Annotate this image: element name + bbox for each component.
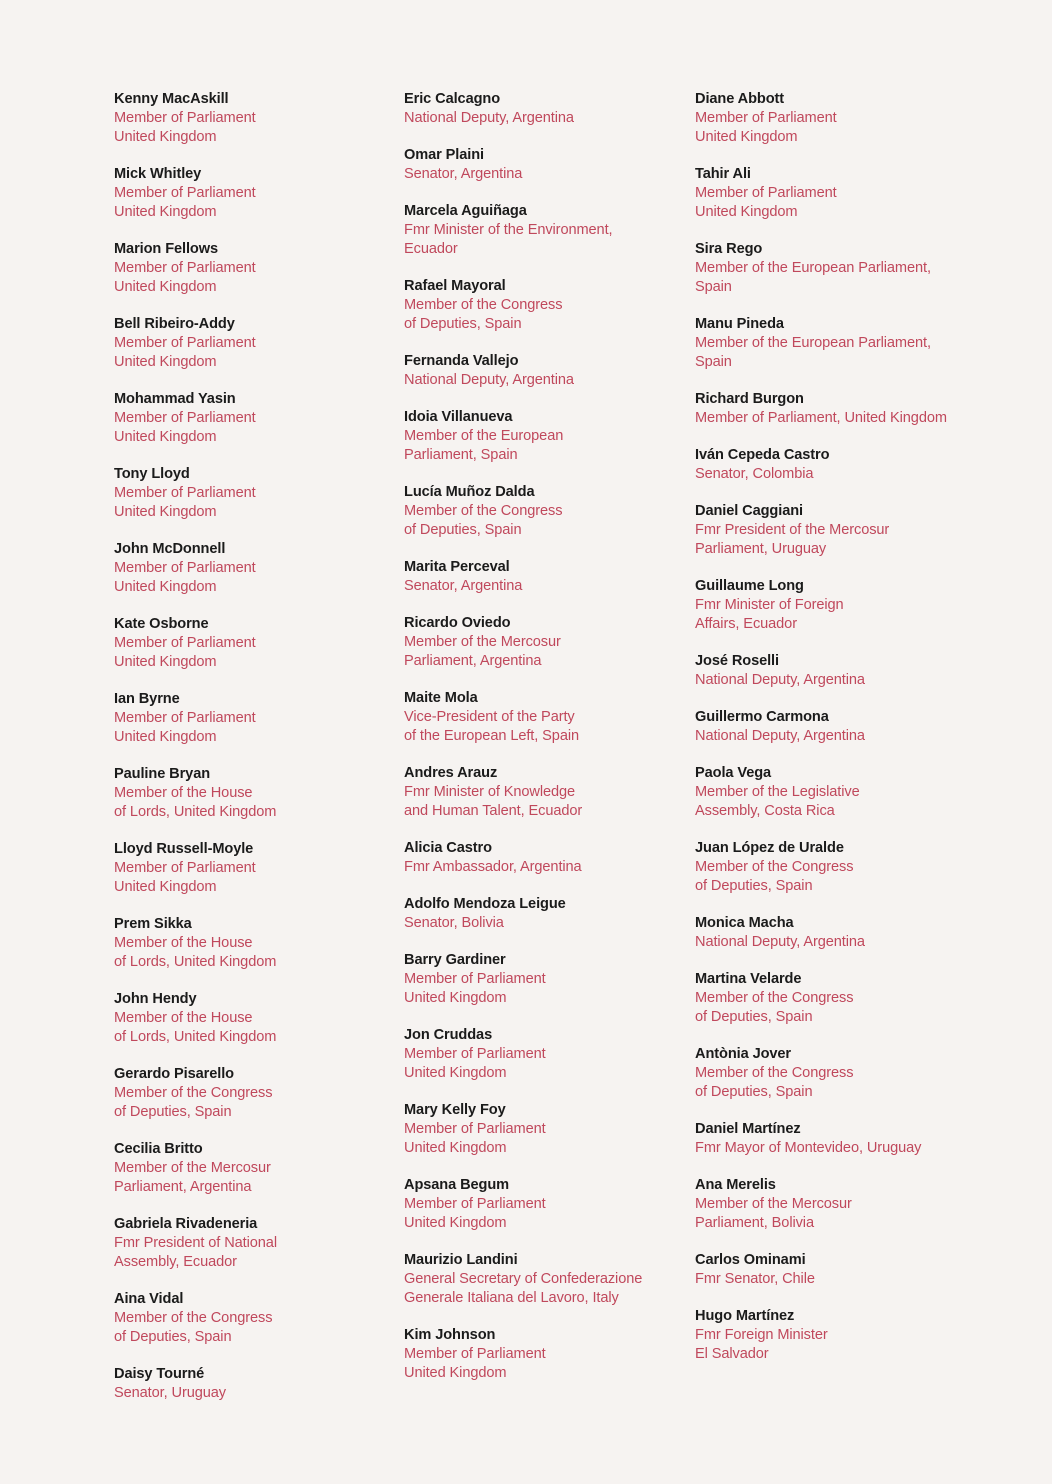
signatory-name: John McDonnell <box>114 541 226 557</box>
signatory-role-line: Member of Parliament <box>114 260 256 276</box>
signatory-name: Richard Burgon <box>695 391 804 407</box>
signatory-name: Marion Fellows <box>114 241 219 257</box>
signatory-role-line: United Kingdom <box>404 1065 507 1081</box>
signatory-role-line: United Kingdom <box>404 990 507 1006</box>
signatory-role-line: Senator, Colombia <box>695 466 814 482</box>
signatory-entry <box>404 1251 684 1308</box>
signatory-role-line: Vice-President of the Party <box>404 709 575 725</box>
signatory-entry <box>695 708 995 746</box>
signatory-role-line: of Deputies, Spain <box>695 1084 813 1100</box>
signatory-name: Kim Johnson <box>404 1327 496 1343</box>
signatory-role-line: United Kingdom <box>114 279 217 295</box>
signatory-name: Antònia Jover <box>695 1046 792 1062</box>
signatory-entry <box>695 390 995 428</box>
signatory-entry <box>114 990 384 1047</box>
signatory-name: Martina Velarde <box>695 971 802 987</box>
signatory-name: Gerardo Pisarello <box>114 1066 234 1082</box>
signatory-entry <box>695 240 995 297</box>
signatory-entry <box>114 240 384 297</box>
signatory-name: Jon Cruddas <box>404 1027 493 1043</box>
signatory-role-line: Assembly, Costa Rica <box>695 803 835 819</box>
signatory-role-line: Parliament, Uruguay <box>695 541 827 557</box>
signatory-name: Daniel Caggiani <box>695 503 803 519</box>
signatory-name: Marita Perceval <box>404 559 510 575</box>
signatory-entry <box>695 446 995 484</box>
signatory-entry <box>114 465 384 522</box>
signatory-role-line: Member of the European Parliament, <box>695 260 931 276</box>
signatory-entry <box>404 146 684 184</box>
signatory-role-line: United Kingdom <box>404 1215 507 1231</box>
signatory-entry <box>695 764 995 821</box>
signatory-role-line: Fmr Foreign Minister <box>695 1327 828 1343</box>
signatory-name: Sira Rego <box>695 241 763 257</box>
signatory-role-line: Member of Parliament <box>114 560 256 576</box>
signatory-name: Daniel Martínez <box>695 1121 801 1137</box>
signatory-role-line: of Deputies, Spain <box>404 316 522 332</box>
signatory-name: Andres Arauz <box>404 765 498 781</box>
signatory-name: Guillermo Carmona <box>695 709 829 725</box>
signatory-role-line: United Kingdom <box>114 729 217 745</box>
signatory-role-line: Member of Parliament <box>114 860 256 876</box>
signatory-entry <box>114 840 384 897</box>
signatory-role-line: of Lords, United Kingdom <box>114 804 277 820</box>
signatory-name: Ian Byrne <box>114 691 180 707</box>
signatory-role-line: Fmr Senator, Chile <box>695 1271 815 1287</box>
signatory-role-line: Senator, Bolivia <box>404 915 504 931</box>
signatory-role-line: Generale Italiana del Lavoro, Italy <box>404 1290 619 1306</box>
signatory-entry <box>695 652 995 690</box>
signatory-role-line: Member of Parliament <box>114 635 256 651</box>
signatory-entry <box>114 915 384 972</box>
signatory-role-line: Member of the House <box>114 785 253 801</box>
signatory-role-line: Member of the Legislative <box>695 784 860 800</box>
signatory-entry <box>695 970 995 1027</box>
signatory-role-line: Parliament, Bolivia <box>695 1215 814 1231</box>
signatory-role-line: Member of the Congress <box>695 1065 854 1081</box>
signatory-name: Ana Merelis <box>695 1177 776 1193</box>
signatory-role-line: of Lords, United Kingdom <box>114 954 277 970</box>
signatory-name: Kenny MacAskill <box>114 91 229 107</box>
signatory-entry <box>404 1176 684 1233</box>
signatory-role-line: Member of the Congress <box>695 859 854 875</box>
signatory-role-line: Ecuador <box>404 241 458 257</box>
signatory-role-line: Member of Parliament <box>114 710 256 726</box>
signatory-name: Maurizio Landini <box>404 1252 518 1268</box>
signatory-name: Tony Lloyd <box>114 466 190 482</box>
signatory-name: Aina Vidal <box>114 1291 184 1307</box>
signatory-role-line: Affairs, Ecuador <box>695 616 797 632</box>
signatory-entry <box>114 90 384 147</box>
signatory-entry <box>695 1307 995 1364</box>
signatory-entry <box>404 951 684 1008</box>
signatory-role-line: Member of Parliament <box>114 485 256 501</box>
signatory-name: Apsana Begum <box>404 1177 510 1193</box>
signatory-entry <box>114 1140 384 1197</box>
signatory-entry <box>695 165 995 222</box>
signatory-role-line: Member of Parliament <box>695 185 837 201</box>
signatory-role-line: United Kingdom <box>114 879 217 895</box>
signatory-role-line: Spain <box>695 279 732 295</box>
signatory-entry <box>404 558 684 596</box>
signatory-entry <box>404 1026 684 1083</box>
signatory-role-line: of Deputies, Spain <box>695 878 813 894</box>
signatory-role-line: Member of Parliament <box>114 335 256 351</box>
signatory-role-line: Senator, Uruguay <box>114 1385 226 1401</box>
signatory-role-line: Member of Parliament <box>404 1346 546 1362</box>
signatory-role-line: United Kingdom <box>114 129 217 145</box>
signatory-role-line: of Deputies, Spain <box>114 1329 232 1345</box>
signatory-entry <box>695 1120 995 1158</box>
signatory-name: Cecilia Britto <box>114 1141 203 1157</box>
signatory-role-line: United Kingdom <box>695 204 798 220</box>
signatory-role-line: Member of the European Parliament, <box>695 335 931 351</box>
signatory-role-line: Member of Parliament <box>404 1046 546 1062</box>
signatory-entry <box>695 914 995 952</box>
signatory-role-line: National Deputy, Argentina <box>404 372 574 388</box>
signatory-entry <box>114 1215 384 1272</box>
signatory-role-line: Member of Parliament <box>404 1196 546 1212</box>
signatory-entry <box>404 483 684 540</box>
signatory-role-line: Member of the Congress <box>695 990 854 1006</box>
signatory-name: Pauline Bryan <box>114 766 211 782</box>
signatory-role-line: Member of the Congress <box>114 1085 273 1101</box>
signatory-role-line: United Kingdom <box>695 129 798 145</box>
signatory-role-line: Parliament, Argentina <box>404 653 542 669</box>
signatory-name: Lucía Muñoz Dalda <box>404 484 535 500</box>
signatory-entry <box>695 502 995 559</box>
signatory-role-line: United Kingdom <box>404 1365 507 1381</box>
signatory-name: Mick Whitley <box>114 166 202 182</box>
signatory-entry <box>114 1290 384 1347</box>
signatory-entry <box>404 895 684 933</box>
signatory-role-line: of Deputies, Spain <box>695 1009 813 1025</box>
signatory-name: Monica Macha <box>695 915 794 931</box>
signatory-role-line: Assembly, Ecuador <box>114 1254 237 1270</box>
signatory-role-line: Fmr Minister of Knowledge <box>404 784 576 800</box>
signatory-entry <box>404 408 684 465</box>
signatory-name: Ricardo Oviedo <box>404 615 511 631</box>
signatory-name: Tahir Ali <box>695 166 751 182</box>
signatory-role-line: National Deputy, Argentina <box>695 672 865 688</box>
signatory-role-line: and Human Talent, Ecuador <box>404 803 583 819</box>
signatory-name: Marcela Aguiñaga <box>404 203 527 219</box>
signatory-name: Bell Ribeiro-Addy <box>114 316 235 332</box>
signatory-role-line: Member of the Congress <box>404 503 563 519</box>
signatory-role-line: Senator, Argentina <box>404 166 523 182</box>
signatory-name: Guillaume Long <box>695 578 804 594</box>
signatory-role-line: Spain <box>695 354 732 370</box>
signatory-role-line: General Secretary of Confederazione <box>404 1271 643 1287</box>
signatory-role-line: of Deputies, Spain <box>114 1104 232 1120</box>
signatory-name: Gabriela Rivadeneria <box>114 1216 258 1232</box>
signatory-role-line: of Lords, United Kingdom <box>114 1029 277 1045</box>
signatory-entry <box>404 1326 684 1383</box>
signatory-entry <box>404 352 684 390</box>
signatory-name: Paola Vega <box>695 765 772 781</box>
signatory-role-line: United Kingdom <box>114 204 217 220</box>
signatory-role-line: Member of Parliament <box>695 110 837 126</box>
signatory-name: Idoia Villanueva <box>404 409 513 425</box>
signatory-role-line: United Kingdom <box>114 429 217 445</box>
signatory-name: Alicia Castro <box>404 840 492 856</box>
signatory-entry <box>404 614 684 671</box>
signatory-name: Barry Gardiner <box>404 952 506 968</box>
signatory-role-line: Member of Parliament, United Kingdom <box>695 410 947 426</box>
signatory-entry <box>404 90 684 128</box>
signatory-role-line: Fmr Ambassador, Argentina <box>404 859 582 875</box>
signatory-role-line: Member of Parliament <box>114 110 256 126</box>
signatory-role-line: National Deputy, Argentina <box>695 934 865 950</box>
signatory-role-line: United Kingdom <box>114 504 217 520</box>
signatory-name: Kate Osborne <box>114 616 209 632</box>
signatory-entry <box>114 1065 384 1122</box>
signatory-entry <box>695 839 995 896</box>
signatory-name: Manu Pineda <box>695 316 784 332</box>
signatory-name: Eric Calcagno <box>404 91 501 107</box>
signatory-name: Mary Kelly Foy <box>404 1102 506 1118</box>
signatory-role-line: United Kingdom <box>114 579 217 595</box>
signatory-entry <box>114 615 384 672</box>
signatory-role-line: Fmr Minister of the Environment, <box>404 222 613 238</box>
signatory-entry <box>404 839 684 877</box>
signatory-entry <box>114 765 384 822</box>
signatory-entry <box>114 540 384 597</box>
signatory-role-line: Member of the House <box>114 1010 253 1026</box>
signatory-name: José Roselli <box>695 653 779 669</box>
signatory-entry <box>404 277 684 334</box>
signatory-role-line: Member of the House <box>114 935 253 951</box>
signatory-role-line: Member of Parliament <box>404 971 546 987</box>
signatory-name: Iván Cepeda Castro <box>695 447 830 463</box>
signatory-entry <box>114 165 384 222</box>
signatory-role-line: of the European Left, Spain <box>404 728 579 744</box>
signatory-entry <box>695 1251 995 1289</box>
signatory-role-line: of Deputies, Spain <box>404 522 522 538</box>
signatory-entry <box>114 1365 384 1403</box>
signatory-role-line: Parliament, Spain <box>404 447 518 463</box>
signatory-entry <box>695 1045 995 1102</box>
signatory-entry <box>695 315 995 372</box>
signatory-name: Diane Abbott <box>695 91 785 107</box>
signatory-role-line: Member of the Mercosur <box>695 1196 852 1212</box>
signatory-name: Maite Mola <box>404 690 478 706</box>
signatory-name: Fernanda Vallejo <box>404 353 519 369</box>
signatory-name: Daisy Tourné <box>114 1366 205 1382</box>
signatory-entry <box>404 1101 684 1158</box>
signatory-role-line: Member of the Mercosur <box>404 634 561 650</box>
signatory-entry <box>114 315 384 372</box>
signatory-name: Hugo Martínez <box>695 1308 795 1324</box>
signatory-entry <box>404 689 684 746</box>
signatory-role-line: Fmr Mayor of Montevideo, Uruguay <box>695 1140 922 1156</box>
signatory-role-line: Member of the European <box>404 428 564 444</box>
signatory-role-line: Member of the Mercosur <box>114 1160 271 1176</box>
signatory-entry <box>404 764 684 821</box>
signatory-name: Carlos Ominami <box>695 1252 806 1268</box>
signatory-role-line: Member of the Congress <box>404 297 563 313</box>
signatory-name: Adolfo Mendoza Leigue <box>404 896 566 912</box>
signatory-entry <box>114 690 384 747</box>
signatory-role-line: Parliament, Argentina <box>114 1179 252 1195</box>
signatory-role-line: Member of the Congress <box>114 1310 273 1326</box>
signatory-role-line: National Deputy, Argentina <box>695 728 865 744</box>
signatory-role-line: National Deputy, Argentina <box>404 110 574 126</box>
signatory-role-line: Member of Parliament <box>404 1121 546 1137</box>
signatory-name: Rafael Mayoral <box>404 278 506 294</box>
signatory-role-line: United Kingdom <box>404 1140 507 1156</box>
signatory-name: Lloyd Russell-Moyle <box>114 841 254 857</box>
signatory-entry <box>695 90 995 147</box>
signatory-entry <box>114 390 384 447</box>
signatory-entry <box>404 202 684 259</box>
signatory-name: Mohammad Yasin <box>114 391 236 407</box>
signatory-entry <box>695 577 995 634</box>
signatory-role-line: El Salvador <box>695 1346 769 1362</box>
signatory-role-line: Member of Parliament <box>114 410 256 426</box>
signatory-role-line: United Kingdom <box>114 354 217 370</box>
signatory-name: Prem Sikka <box>114 916 192 932</box>
signatory-role-line: Fmr President of National <box>114 1235 277 1251</box>
signatory-name: Omar Plaini <box>404 147 485 163</box>
signatory-role-line: Member of Parliament <box>114 185 256 201</box>
signatory-entry <box>695 1176 995 1233</box>
signatory-role-line: Fmr President of the Mercosur <box>695 522 890 538</box>
signatory-role-line: Fmr Minister of Foreign <box>695 597 844 613</box>
signatory-name: John Hendy <box>114 991 197 1007</box>
signatory-name: Juan López de Uralde <box>695 840 844 856</box>
signatory-role-line: Senator, Argentina <box>404 578 523 594</box>
signatory-role-line: United Kingdom <box>114 654 217 670</box>
